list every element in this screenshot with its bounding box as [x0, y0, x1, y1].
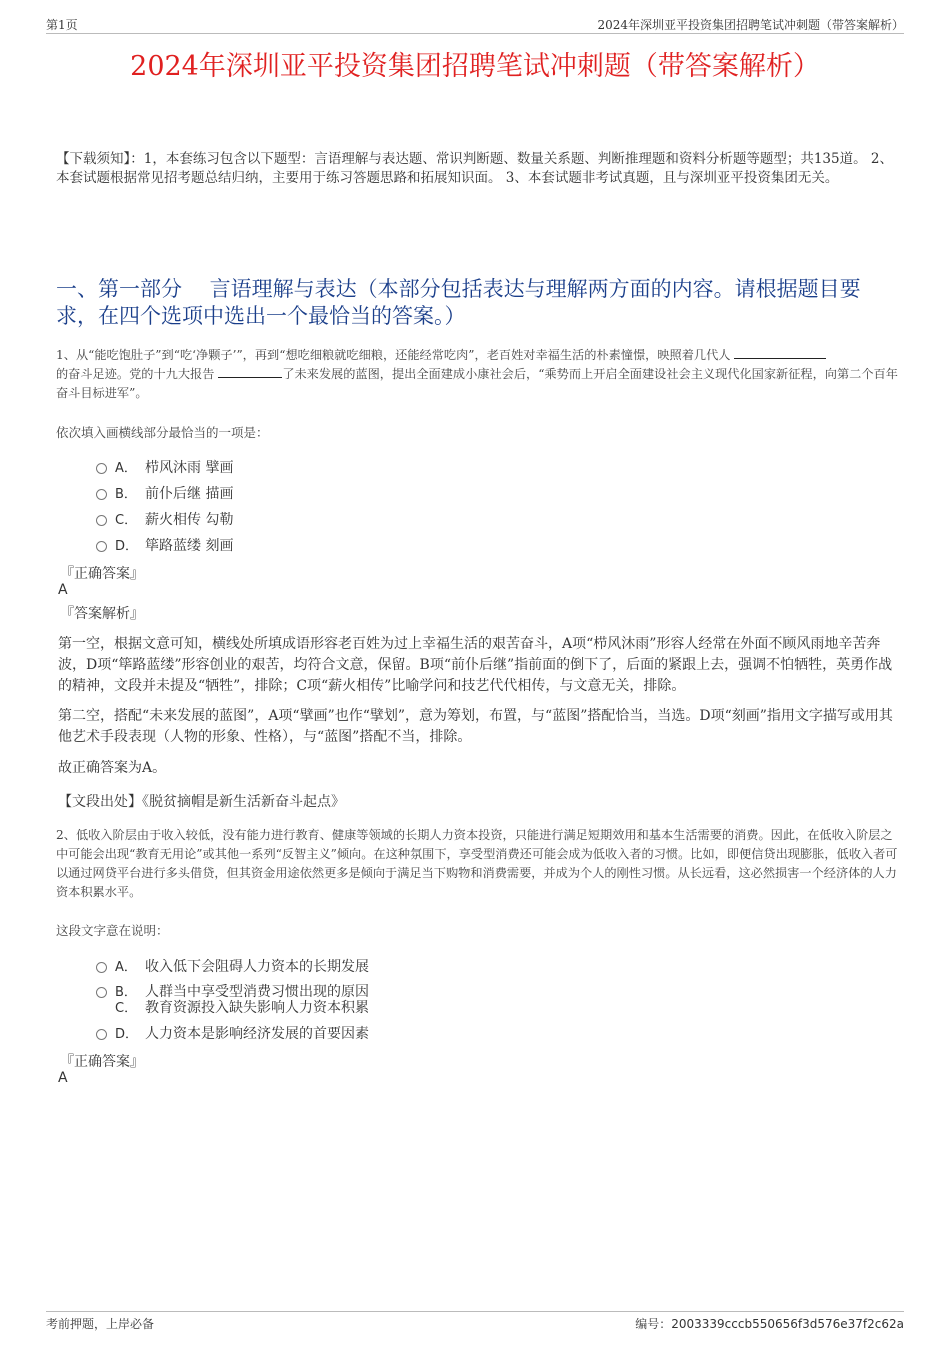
- page-number: 第1页: [46, 18, 78, 32]
- page-header: [46, 15, 904, 34]
- radio-button-icon[interactable]: [96, 987, 107, 998]
- q2-option-d[interactable]: D． 人力资本是影响经济发展的首要因素: [96, 1023, 369, 1043]
- q1-answer: A: [58, 582, 68, 598]
- q1-analysis-paragraph: 第二空，搭配“未来发展的蓝图”，A项“擘画”也作“擘划”，意为筹划，布置，与“蓝图”搭配恰当，当选。D项“刻画”指用文字描写或用其他艺术手段表现（人物的形象、性格），与“蓝图”搭配不当，排除。: [58, 708, 893, 745]
- question-1-text-b: 的奋斗足迹。党的十九大报告: [56, 367, 215, 381]
- q2-option-b[interactable]: B． 人群当中享受型消费习惯出现的原因: [96, 981, 369, 1001]
- q1-answer-label: 『正确答案』: [60, 566, 144, 582]
- radio-button-icon[interactable]: [96, 489, 107, 500]
- header-doc-title: 2024年深圳亚平投资集团招聘笔试冲刺题（带答案解析）: [597, 18, 904, 32]
- page-footer: [46, 1311, 904, 1331]
- q1-option-a[interactable]: A． 栉风沐雨 擘画: [96, 457, 233, 477]
- document-title: 2024年深圳亚平投资集团招聘笔试冲刺题（带答案解析）: [130, 51, 820, 82]
- q1-analysis-paragraph: 第一空，根据文意可知，横线处所填成语形容老百姓为过上幸福生活的艰苦奋斗，A项“栉风沐雨”形容人经常在外面不顾风雨地辛苦奔波，D项“筚路蓝缕”形容创业的艰苦，均符合文意，保留。B项“前仆后继”指前面的倒下了，后面的紧跟上去，强调不怕牺牲，英勇作战的精神，文段并未提及“牺牲”，排除；C项“薪火相传”比喻学问和技艺代代相传，与文意无关，排除。: [58, 636, 893, 694]
- question-1-text: [56, 346, 898, 403]
- radio-button-icon[interactable]: [96, 962, 107, 973]
- question-1-text-c: 了未来发展的蓝图，提出全面建成小康社会后，“乘势而上开启全面建设社会主义现代化国家新征程，向第二个百年奋斗目标进军”。: [56, 367, 898, 400]
- radio-button-icon[interactable]: [96, 515, 107, 526]
- radio-button-icon[interactable]: [96, 1029, 107, 1040]
- fill-blank-2: [218, 365, 282, 378]
- question-1-ask: 依次填入画横线部分最恰当的一项是：: [56, 425, 269, 440]
- section-heading: 一、第一部分 言语理解与表达（本部分包括表达与理解两方面的内容。请根据题目要求，在四个选项中选出一个最恰当的答案。）: [56, 277, 861, 328]
- fill-blank-1: [734, 346, 826, 359]
- question-2-text: 2、低收入阶层由于收入较低，没有能力进行教育、健康等领域的长期人力资本投资，只能进行满足短期效用和基本生活需要的消费。因此，在低收入阶层之中可能会出现“教育无用论”或其他一系列“反智主义”倾向。在这种氛围下，享受型消费还可能会成为低收入者的习惯。比如，即便信贷出现膨胀，低收入者可以通过网贷平台进行多头借贷，但其资金用途依然更多是倾向于满足当下购物和消费需要，并成为个人的刚性习惯。从长远看，这必然损害一个经济体的人力资本积累水平。: [56, 828, 898, 899]
- question-2-ask: 这段文字意在说明：: [56, 923, 169, 938]
- q1-source: 【文段出处】《脱贫摘帽是新生活新奋斗起点》: [58, 794, 345, 810]
- radio-button-icon[interactable]: [96, 463, 107, 474]
- q2-option-c[interactable]: C． 教育资源投入缺失影响人力资本积累: [115, 1000, 369, 1016]
- q1-analysis-label: 『答案解析』: [60, 606, 144, 622]
- radio-button-icon[interactable]: [96, 541, 107, 552]
- q1-option-c[interactable]: C． 薪火相传 勾勒: [96, 509, 233, 529]
- footer-slogan: 考前押题，上岸必备: [46, 1317, 155, 1331]
- q2-option-a[interactable]: A． 收入低下会阻碍人力资本的长期发展: [96, 956, 369, 976]
- q2-answer-label: 『正确答案』: [60, 1054, 144, 1070]
- q2-answer: A: [58, 1070, 68, 1086]
- download-notice: 【下载须知】：1，本套练习包含以下题型：言语理解与表达题、常识判断题、数量关系题、判断推理题和资料分析题等题型；共135道。 2、本套试题根据常见招考题总结归纳，主要用于练习答题思路和拓展知识面。 3、本套试题非考试真题，且与深圳亚平投资集团无关。: [56, 151, 893, 186]
- q1-option-d[interactable]: D． 筚路蓝缕 刻画: [96, 535, 233, 555]
- question-1-text-a: 1、从“能吃饱肚子”到“吃‘净颗子’”，再到“想吃细粮就吃细粮，还能经常吃肉”，老百姓对幸福生活的朴素憧憬，映照着几代人: [56, 348, 731, 362]
- footer-code: 编号：2003339cccb550656f3d576e37f2c62a: [635, 1317, 904, 1331]
- q1-analysis-conclusion: 故正确答案为A。: [58, 760, 167, 776]
- q1-option-b[interactable]: B． 前仆后继 描画: [96, 483, 233, 503]
